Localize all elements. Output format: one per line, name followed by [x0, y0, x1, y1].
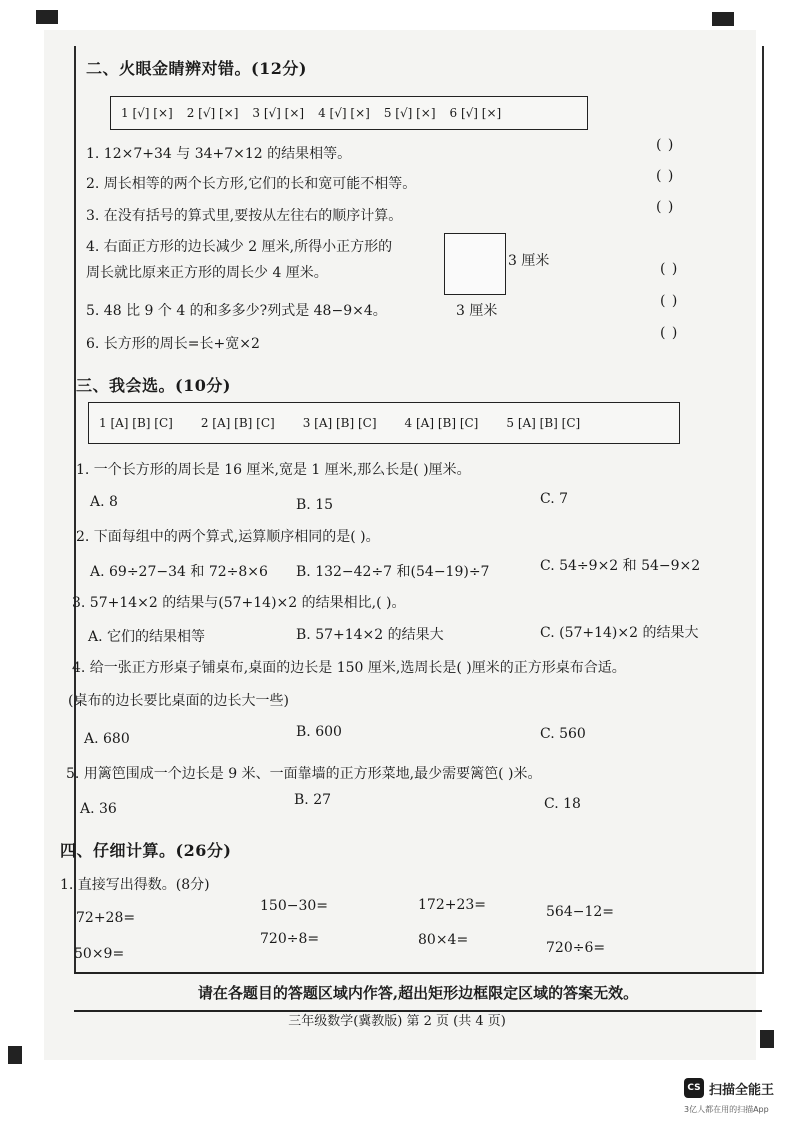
section-2-title: 二、火眼金睛辨对错。(12分): [86, 59, 307, 78]
s3-q5-option-a[interactable]: A. 36: [80, 801, 117, 817]
calc-item: 720÷6=: [546, 940, 606, 956]
key-item[interactable]: 2 [A] [B] [C]: [200, 416, 275, 430]
calc-item: 80×4=: [418, 932, 469, 948]
key-item[interactable]: 5 [√] [×]: [383, 106, 436, 120]
answer-key-section-3[interactable]: [88, 402, 680, 444]
s3-q1-option-c[interactable]: C. 7: [540, 491, 569, 507]
s3-q2-option-a[interactable]: A. 69÷27−34 和 72÷8×6: [90, 564, 268, 580]
key-item[interactable]: 4 [A] [B] [C]: [404, 416, 479, 430]
answer-key-section-2[interactable]: [110, 96, 588, 130]
page-footer: 三年级数学(冀教版) 第 2 页 (共 4 页): [288, 1014, 506, 1029]
key-item[interactable]: 2 [√] [×]: [186, 106, 239, 120]
key-item[interactable]: 4 [√] [×]: [318, 106, 370, 120]
answer-blank[interactable]: ( ): [660, 261, 679, 277]
s3-q4-option-b[interactable]: B. 600: [296, 724, 342, 740]
answer-blank[interactable]: ( ): [656, 137, 675, 153]
square-figure: [444, 233, 506, 295]
calc-item: 564−12=: [546, 904, 614, 920]
calc-item: 50×9=: [74, 946, 125, 962]
s2-question-4: 4. 右面正方形的边长减少 2 厘米,所得小正方形的: [86, 239, 393, 255]
answer-blank[interactable]: ( ): [656, 199, 675, 215]
calc-item: 72+28=: [76, 910, 136, 926]
s3-q3-option-b[interactable]: B. 57+14×2 的结果大: [296, 627, 444, 643]
square-side-label: 3 厘米: [508, 253, 550, 269]
key-item[interactable]: 6 [√] [×]: [449, 106, 502, 120]
answer-area-notice: 请在各题目的答题区域内作答,超出矩形边框限定区域的答案无效。: [74, 972, 762, 1012]
s3-question-2: 2. 下面每组中的两个算式,运算顺序相同的是( )。: [76, 529, 380, 545]
s3-q1-option-b[interactable]: B. 15: [296, 497, 334, 513]
s3-question-3: 3. 57+14×2 的结果与(57+14)×2 的结果相比,( )。: [72, 595, 406, 611]
corner-mark: [712, 12, 734, 26]
s2-question-2: 2. 周长相等的两个长方形,它们的长和宽可能不相等。: [86, 176, 417, 192]
s2-question-6: 6. 长方形的周长=长+宽×2: [86, 336, 260, 352]
key-item[interactable]: 1 [A] [B] [C]: [99, 416, 173, 430]
key-item[interactable]: 3 [A] [B] [C]: [302, 416, 377, 430]
section-3-title: 三、我会选。(10分): [76, 376, 231, 395]
s3-q5-option-c[interactable]: C. 18: [544, 796, 581, 812]
s4-subquestion-1: 1. 直接写出得数。(8分): [60, 877, 210, 893]
s3-q2-option-b[interactable]: B. 132−42÷7 和(54−19)÷7: [296, 564, 490, 580]
s2-question-3: 3. 在没有括号的算式里,要按从左往右的顺序计算。: [86, 208, 403, 224]
s3-q4-option-a[interactable]: A. 680: [84, 731, 130, 747]
s3-q3-option-c[interactable]: C. (57+14)×2 的结果大: [540, 625, 699, 641]
section-4-title: 四、仔细计算。(26分): [60, 841, 232, 860]
corner-mark: [8, 1046, 22, 1064]
s3-question-4: 4. 给一张正方形桌子铺桌布,桌面的边长是 150 厘米,选周长是( )厘米的正方形桌布合适。: [72, 660, 626, 676]
key-item[interactable]: 3 [√] [×]: [252, 106, 305, 120]
s2-question-1: 1. 12×7+34 与 34+7×12 的结果相等。: [86, 146, 352, 162]
calc-item: 150−30=: [260, 898, 328, 914]
s3-q2-option-c[interactable]: C. 54÷9×2 和 54−9×2: [540, 558, 701, 574]
s2-question-4-cont: 周长就比原来正方形的周长少 4 厘米。: [86, 265, 328, 281]
scanner-watermark: [684, 1078, 774, 1098]
s3-q4-option-c[interactable]: C. 560: [540, 726, 586, 742]
key-item[interactable]: 1 [√] [×]: [121, 106, 173, 120]
square-bottom-label: 3 厘米: [456, 303, 498, 319]
corner-mark: [760, 1030, 774, 1048]
camscanner-logo-icon: CS: [684, 1078, 704, 1098]
watermark-tagline: 3亿人都在用的扫描App: [684, 1105, 769, 1114]
answer-blank[interactable]: ( ): [656, 168, 675, 184]
watermark-app-name: 扫描全能王: [709, 1082, 775, 1098]
calc-item: 172+23=: [418, 897, 486, 913]
s3-question-1: 1. 一个长方形的周长是 16 厘米,宽是 1 厘米,那么长是( )厘米。: [76, 462, 471, 478]
s3-q3-option-a[interactable]: A. 它们的结果相等: [88, 629, 206, 645]
s3-question-4-note: (桌布的边长要比桌面的边长大一些): [68, 693, 289, 709]
s3-q1-option-a[interactable]: A. 8: [90, 494, 118, 510]
calc-item: 720÷8=: [260, 931, 320, 947]
answer-blank[interactable]: ( ): [660, 293, 679, 309]
s3-question-5: 5. 用篱笆围成一个边长是 9 米、一面靠墙的正方形菜地,最少需要篱笆( )米。: [66, 766, 542, 782]
answer-blank[interactable]: ( ): [660, 325, 679, 341]
s3-q5-option-b[interactable]: B. 27: [294, 792, 332, 808]
key-item[interactable]: 5 [A] [B] [C]: [506, 416, 581, 430]
corner-mark: [36, 10, 58, 24]
s2-question-5: 5. 48 比 9 个 4 的和多多少?列式是 48−9×4。: [86, 303, 387, 319]
